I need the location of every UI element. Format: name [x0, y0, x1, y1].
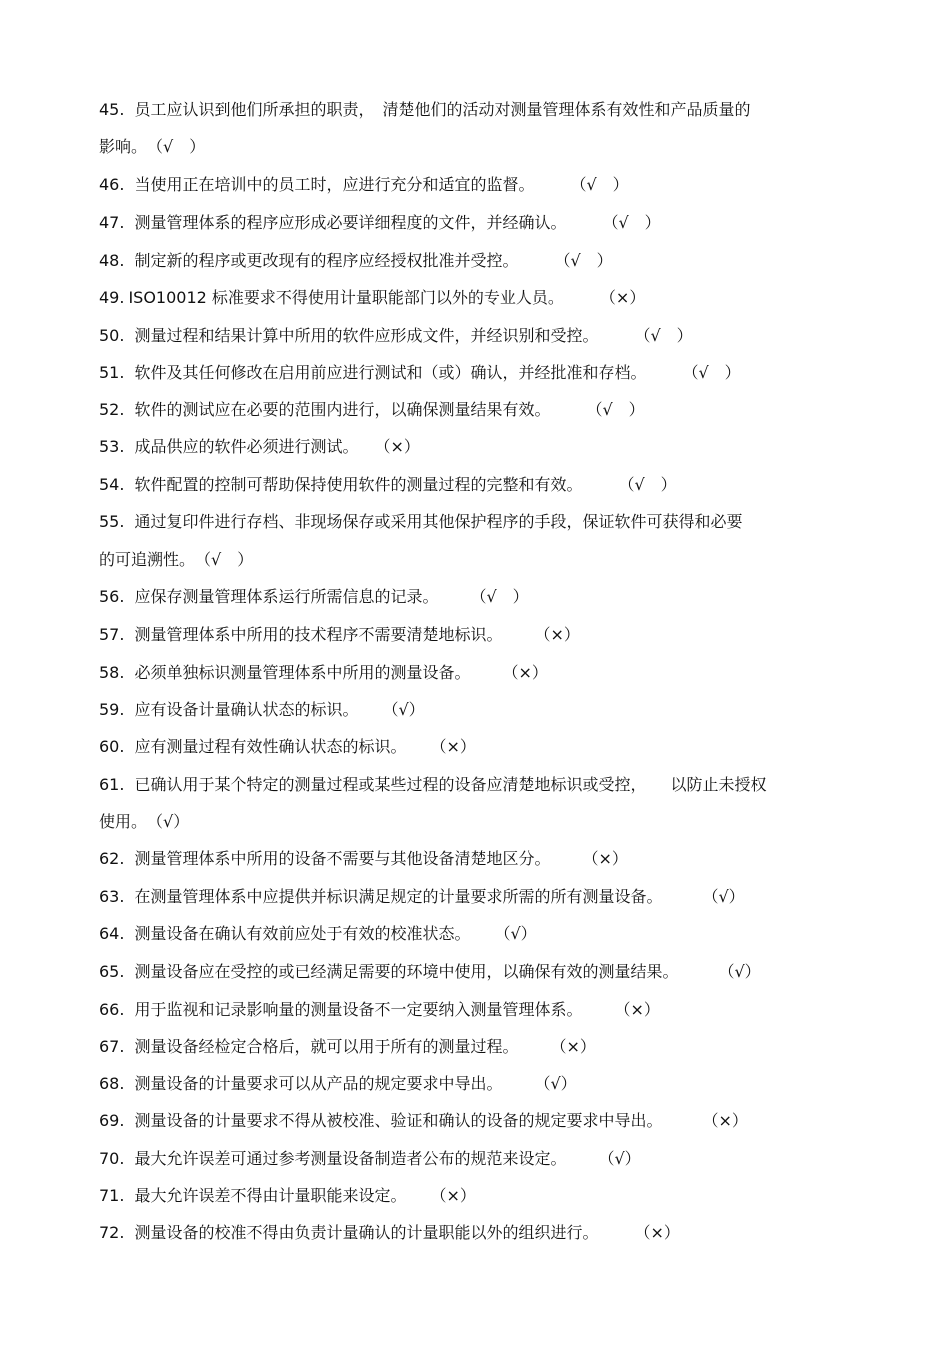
question-item [99, 587, 869, 607]
question-item [99, 849, 869, 869]
question-item [99, 400, 869, 420]
answer-mark: （√ ） [470, 587, 529, 606]
answer-mark: （√ ） [682, 363, 741, 382]
answer-mark: （√ ） [634, 326, 693, 345]
question-text: 已确认用于某个特定的测量过程或某些过程的设备应清楚地标识或受控， 以防止未授权 [134, 775, 767, 794]
answer-mark: （×） [582, 849, 628, 868]
question-text: 最大允许误差可通过参考测量设备制造者公布的规范来设定。 [134, 1149, 567, 1168]
question-number: 68. [99, 1074, 125, 1093]
question-item-continued [99, 812, 869, 832]
question-item [99, 437, 869, 457]
question-number: 62. [99, 849, 125, 868]
question-text: 应有设备计量确认状态的标识。 [134, 700, 359, 719]
question-text: 测量设备的计量要求不得从被校准、验证和确认的设备的规定要求中导出。 [134, 1111, 663, 1130]
answer-mark: （×） [534, 625, 580, 644]
question-text: 测量设备的校准不得由负责计量确认的计量职能以外的组织进行。 [134, 1223, 599, 1242]
question-item [99, 512, 869, 532]
answer-mark: （×） [634, 1223, 680, 1242]
question-item [99, 625, 869, 645]
question-item [99, 737, 869, 757]
question-number: 70. [99, 1149, 125, 1168]
question-text: 测量设备应在受控的或已经满足需要的环境中使用，以确保有效的测量结果。 [134, 962, 679, 981]
question-text: 在测量管理体系中应提供并标识满足规定的计量要求所需的所有测量设备。 [134, 887, 663, 906]
question-text: 测量管理体系中所用的设备不需要与其他设备清楚地区分。 [134, 849, 551, 868]
question-text: 测量设备的计量要求可以从产品的规定要求中导出。 [134, 1074, 503, 1093]
question-item [99, 1037, 869, 1057]
question-number: 46. [99, 175, 125, 194]
question-text: 的可追溯性。 [99, 550, 196, 569]
question-text: 制定新的程序或更改现有的程序应经授权批准并受控。 [134, 251, 519, 270]
question-text: 测量管理体系的程序应形成必要详细程度的文件，并经确认。 [134, 213, 567, 232]
question-number: 51. [99, 363, 125, 382]
answer-mark: （√ ） [195, 550, 254, 569]
question-number: 63. [99, 887, 125, 906]
answer-mark: （×） [702, 1111, 748, 1130]
answer-mark: （×） [599, 288, 646, 307]
question-item [99, 962, 869, 982]
question-number: 66. [99, 1000, 125, 1019]
question-item-continued [99, 550, 869, 570]
question-number: 71. [99, 1186, 125, 1205]
question-text: 测量设备经检定合格后，就可以用于所有的测量过程。 [134, 1037, 519, 1056]
question-item [99, 663, 869, 683]
answer-mark: （√） [598, 1149, 641, 1168]
answer-mark: （√ ） [554, 251, 613, 270]
answer-mark: （√） [382, 700, 425, 719]
question-item [99, 1111, 869, 1131]
answer-mark: （×） [430, 737, 476, 756]
question-text: 测量设备在确认有效前应处于有效的校准状态。 [134, 924, 471, 943]
question-number: 52. [99, 400, 125, 419]
answer-mark: （√ ） [570, 175, 629, 194]
answer-mark: （√ ） [586, 400, 645, 419]
question-number: 65. [99, 962, 125, 981]
question-number: 69. [99, 1111, 125, 1130]
question-item-continued [99, 137, 869, 157]
question-item [99, 700, 869, 720]
question-text: 软件的测试应在必要的范围内进行，以确保测量结果有效。 [134, 400, 551, 419]
question-number: 50. [99, 326, 125, 345]
question-text: 应有测量过程有效性确认状态的标识。 [134, 737, 407, 756]
question-item [99, 288, 869, 308]
question-text: 通过复印件进行存档、非现场保存或采用其他保护程序的手段，保证软件可获得和必要 [134, 512, 743, 531]
question-text: 最大允许误差不得由计量职能来设定。 [134, 1186, 407, 1205]
answer-mark: （√） [534, 1074, 577, 1093]
question-number: 47. [99, 213, 125, 232]
answer-mark: （×） [502, 663, 548, 682]
question-text: 必须单独标识测量管理体系中所用的测量设备。 [134, 663, 471, 682]
question-number: 59. [99, 700, 125, 719]
question-number: 67. [99, 1037, 125, 1056]
question-number: 60. [99, 737, 125, 756]
question-number: 64. [99, 924, 125, 943]
question-text: 测量管理体系中所用的技术程序不需要清楚地标识。 [134, 625, 503, 644]
question-number: 61. [99, 775, 125, 794]
question-text: ISO10012 标准要求不得使用计量职能部门以外的专业人员。 [128, 288, 564, 307]
question-number: 48. [99, 251, 125, 270]
question-text: 测量过程和结果计算中所用的软件应形成文件，并经识别和受控。 [134, 326, 599, 345]
question-item [99, 1000, 869, 1020]
answer-mark: （×） [374, 437, 420, 456]
question-text: 员工应认识到他们所承担的职责， 清楚他们的活动对测量管理体系有效性和产品质量的 [134, 100, 751, 119]
question-text: 应保存测量管理体系运行所需信息的记录。 [134, 587, 439, 606]
question-text: 成品供应的软件必须进行测试。 [134, 437, 359, 456]
question-number: 72. [99, 1223, 125, 1242]
question-text: 当使用正在培训中的员工时，应进行充分和适宜的监督。 [134, 175, 535, 194]
question-text: 软件配置的控制可帮助保持使用软件的测量过程的完整和有效。 [134, 475, 583, 494]
question-number: 54. [99, 475, 125, 494]
question-item [99, 251, 869, 271]
question-item [99, 1074, 869, 1094]
question-item [99, 213, 869, 233]
question-item [99, 175, 869, 195]
question-number: 49. [99, 288, 125, 307]
question-text: 使用。 [99, 812, 148, 831]
question-number: 57. [99, 625, 125, 644]
answer-mark: （×） [430, 1186, 476, 1205]
question-item [99, 1149, 869, 1169]
answer-mark: （√ ） [147, 137, 206, 156]
question-number: 56. [99, 587, 125, 606]
answer-mark: （√ ） [602, 213, 661, 232]
answer-mark: （√） [494, 924, 537, 943]
question-number: 53. [99, 437, 125, 456]
question-number: 58. [99, 663, 125, 682]
question-item [99, 775, 869, 795]
question-item [99, 475, 869, 495]
answer-mark: （√） [702, 887, 745, 906]
question-item [99, 1223, 869, 1243]
answer-mark: （√） [718, 962, 761, 981]
question-item [99, 326, 869, 346]
question-item [99, 363, 869, 383]
question-number: 55. [99, 512, 125, 531]
question-item [99, 887, 869, 907]
question-number: 45. [99, 100, 125, 119]
question-text: 软件及其任何修改在启用前应进行测试和（或）确认，并经批准和存档。 [134, 363, 647, 382]
question-text: 影响。 [99, 137, 148, 156]
question-item [99, 924, 869, 944]
question-item [99, 1186, 869, 1206]
question-text: 用于监视和记录影响量的测量设备不一定要纳入测量管理体系。 [134, 1000, 583, 1019]
answer-mark: （√） [147, 812, 190, 831]
answer-mark: （√ ） [618, 475, 677, 494]
answer-mark: （×） [614, 1000, 660, 1019]
question-item [99, 100, 869, 120]
answer-mark: （×） [550, 1037, 596, 1056]
